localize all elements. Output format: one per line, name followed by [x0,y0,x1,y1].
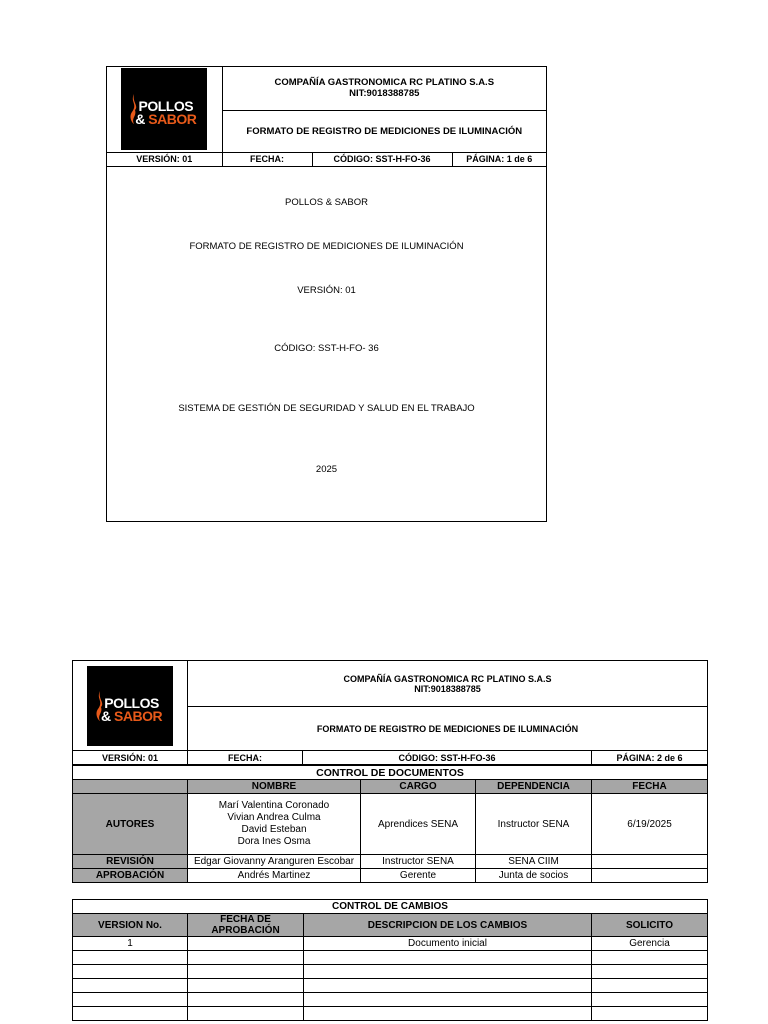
author-name: David Esteban [241,824,307,835]
autores-fecha: 6/19/2025 [592,794,708,855]
change-cell [188,979,304,993]
page2-codigo: CÓDIGO: SST-H-FO-36 [303,751,592,765]
logo-amp: & [101,707,111,724]
logo-amp: & [135,111,145,128]
change-cell [304,965,592,979]
table-row [73,794,708,855]
change-cell [592,1007,708,1021]
change-control-title: CONTROL DE CAMBIOS [73,900,708,914]
change-cell [304,1007,592,1021]
change-cell [188,951,304,965]
cover-year: 2025 [315,464,338,475]
page1-company-cell [222,67,546,110]
change-cell [188,937,304,951]
autores-cargo: Aprendices SENA [361,794,476,855]
change-cell [592,993,708,1007]
change-cell [304,951,592,965]
page2-pagina: PÁGINA: 2 de 6 [592,751,708,765]
aprobacion-dependencia: Junta de socios [476,869,592,883]
page1-cover [107,167,546,521]
page2-form-title: FORMATO DE REGISTRO DE MEDICIONES DE ILUMINACIÓN [188,707,708,751]
author-name: Vivian Andrea Culma [227,812,321,823]
change-control-table [72,899,708,1021]
company-logo [121,68,207,150]
table-row [73,993,708,1007]
cover-title: FORMATO DE REGISTRO DE MEDICIONES DE ILUMINACIÓN [189,241,464,252]
change-cell [73,979,188,993]
table-row [73,869,708,883]
cover-version: VERSIÓN: 01 [297,285,356,296]
doc-header-empty [73,780,188,794]
logo-line1: POLLOS [138,98,194,115]
table-row [73,951,708,965]
doc-header-fecha: FECHA [592,780,708,794]
aprobacion-cargo: Gerente [361,869,476,883]
table-row [73,1007,708,1021]
page2-fecha: FECHA: [188,751,303,765]
logo-line2: SABOR [114,707,163,724]
page2-company-cell [188,661,708,707]
table-row [73,965,708,979]
autores-names [188,794,361,855]
change-cell [73,1007,188,1021]
doc-header-cargo: CARGO [361,780,476,794]
page2-header-table [72,660,708,765]
page2-version: VERSIÓN: 01 [73,751,188,765]
table-row [73,979,708,993]
change-header-fecha: FECHA DE APROBACIÓN [188,914,304,937]
change-cell [304,993,592,1007]
document-control-table [72,765,708,883]
company-name: COMPAÑÍA GASTRONOMICA RC PLATINO S.A.S [343,673,552,684]
author-name: Marí Valentina Coronado [218,800,330,811]
aprobacion-fecha [592,869,708,883]
change-cell [188,965,304,979]
page1-version: VERSIÓN: 01 [107,152,222,166]
change-header-solicito: SOLICITO [592,914,708,937]
page2-logo-cell [73,661,188,751]
table-row [73,855,708,869]
table-row [73,937,708,951]
change-cell [592,965,708,979]
cover-brand: POLLOS & SABOR [285,197,368,208]
aprobacion-label: APROBACIÓN [73,869,188,883]
change-cell [73,965,188,979]
company-logo [87,666,173,746]
author-name: Dora Ines Osma [237,836,311,847]
revision-label: REVISIÓN [73,855,188,869]
change-header-descripcion: DESCRIPCION DE LOS CAMBIOS [304,914,592,937]
change-cell: 1 [73,937,188,951]
autores-dependencia: Instructor SENA [476,794,592,855]
doc-header-dependencia: DEPENDENCIA [476,780,592,794]
autores-label: AUTORES [73,794,188,855]
page1-logo-cell [107,67,222,152]
change-cell [73,993,188,1007]
change-cell [304,979,592,993]
cover-code: CÓDIGO: SST-H-FO- 36 [274,343,379,354]
company-name: COMPAÑÍA GASTRONOMICA RC PLATINO S.A.S [274,77,495,89]
change-cell: Documento inicial [304,937,592,951]
logo-line1: POLLOS [104,694,159,711]
change-header-version: VERSION No. [73,914,188,937]
logo-line2: SABOR [148,111,197,128]
change-cell [188,1007,304,1021]
change-cell [592,979,708,993]
doc-control-title: CONTROL DE DOCUMENTOS [73,766,708,780]
revision-dependencia: SENA CIIM [476,855,592,869]
cover-system: SISTEMA DE GESTIÓN DE SEGURIDAD Y SALUD EN EL TRABAJO [178,403,475,414]
change-cell [73,951,188,965]
doc-header-nombre: NOMBRE [188,780,361,794]
change-cell [592,951,708,965]
change-cell: Gerencia [592,937,708,951]
page1-fecha: FECHA: [222,152,312,166]
company-nit: NIT:9018388785 [414,683,481,694]
revision-nombre: Edgar Giovanny Aranguren Escobar [188,855,361,869]
page1-codigo: CÓDIGO: SST-H-FO-36 [312,152,452,166]
page1-form-title: FORMATO DE REGISTRO DE MEDICIONES DE ILUMINACIÓN [222,110,546,152]
page1-form [106,66,547,522]
aprobacion-nombre: Andrés Martinez [188,869,361,883]
change-cell [188,993,304,1007]
revision-cargo: Instructor SENA [361,855,476,869]
revision-fecha [592,855,708,869]
page1-pagina: PÁGINA: 1 de 6 [452,152,546,166]
company-nit: NIT:9018388785 [349,88,420,100]
page1-header-table [107,67,546,167]
